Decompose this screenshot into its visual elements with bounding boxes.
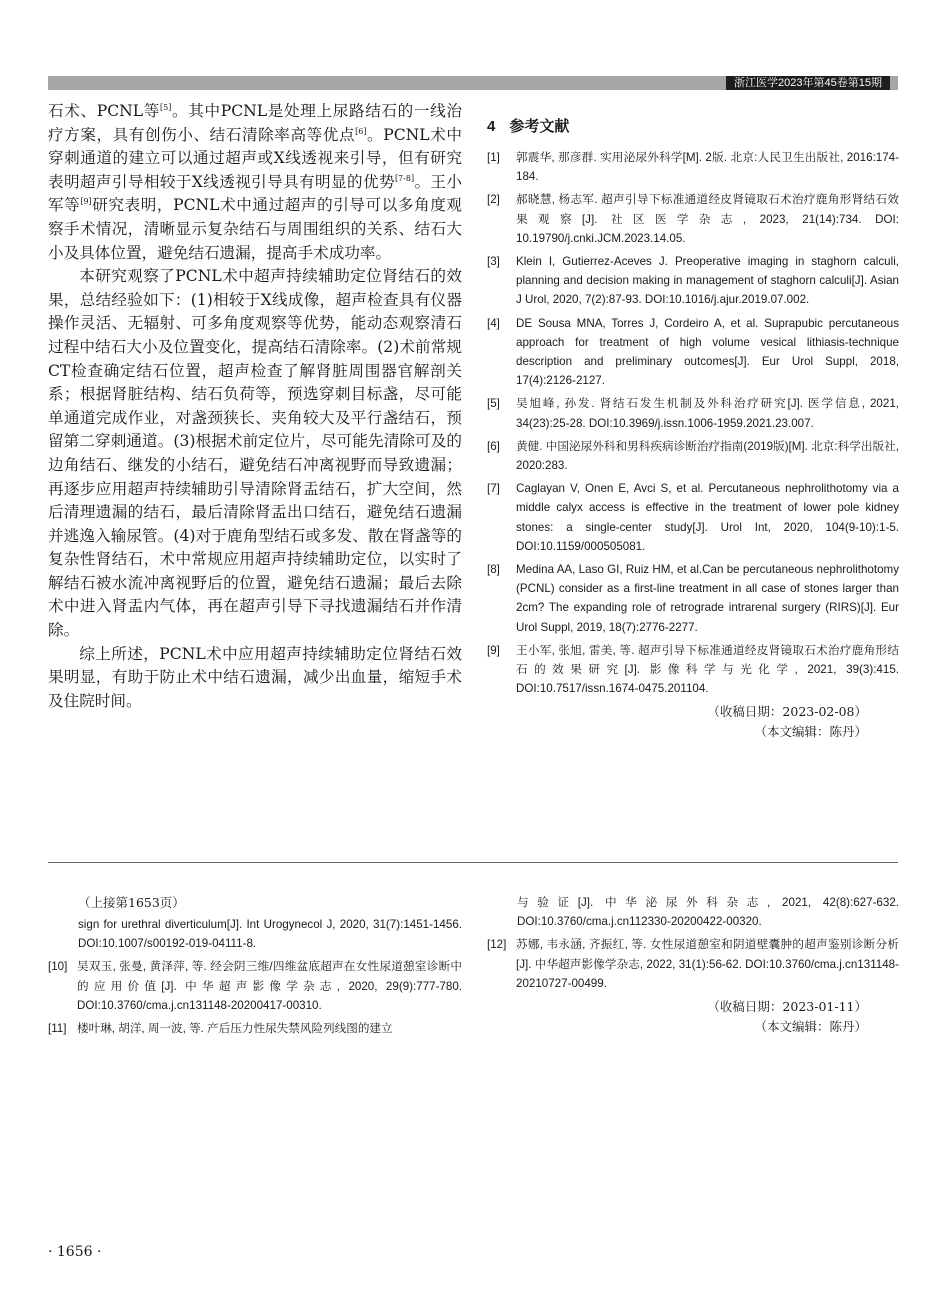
reference-number: [3] [487, 255, 500, 269]
continued-reference-list-left [48, 957, 462, 1038]
running-header-bar [48, 76, 898, 90]
references-heading [487, 115, 899, 136]
reference-item [487, 190, 899, 248]
references-section [487, 115, 899, 742]
continued-references-left [48, 893, 462, 1042]
reference-item [48, 1019, 462, 1038]
paragraph-1: 石术、PCNL等[5]。其中PCNL是处理上尿路结石的一线治疗方案，具有创伤小、结石清除率高等优点[6]。PCNL术中穿刺通道的建立可以通过超声或X线透视来引导，但有研究表明超声引导相较于X线透视引导具有明显的优势[7-8]。王小军等[9]研究表明，PCNL术中通过超声的引导可以多角度观察手术情况，清晰显示复杂结石与周围组织的关系、结石大小及具体位置，避免结石遗漏，提高手术成功率。 [48, 102, 462, 262]
reference-text: Caglayan V, Onen E, Avci S, et al. Percutaneous nephrolithotomy via a middle calyx access is effective in the treatment of lower pole kidney stones: a single-center study[J]. Urol Int, 2020, 104(9-10):1-5. DOI:10.1159/000505081. [516, 482, 899, 553]
reference-text: 郝晓慧, 杨志军. 超声引导下标准通道经皮肾镜取石术治疗鹿角形肾结石效果观察[J]. 社区医学杂志, 2023, 21(14):734. DOI: 10.19790/j.cnki.JCM.2023.14.05. [516, 193, 899, 245]
reference-text: 吴旭峰, 孙发. 肾结石发生机制及外科治疗研究[J]. 医学信息, 2021, 34(23):25-28. DOI:10.3969/j.issn.1006-1959.2021.23.007. [516, 397, 899, 430]
reference-number: [7] [487, 482, 500, 496]
reference-number: [10] [48, 960, 68, 974]
reference-text: 苏娜, 韦永涵, 齐振红, 等. 女性尿道憩室和阴道壁囊肿的超声鉴别诊断分析[J]. 中华超声影像学杂志, 2022, 31(1):56-62. DOI:10.3760/cma.j.cn131148-20210727-00499. [516, 938, 899, 990]
reference-text: Medina AA, Laso GI, Ruiz HM, et al.Can be percutaneous nephrolithotomy (PCNL) consider as a first-line treatment in all case of stones larger than 2cm? The expanding role of retrograde intrarenal surgery (RIRS)[J]. Eur Urol Suppl, 2019, 18(7):2776-2277. [516, 563, 899, 634]
continued-reference-text-right: 与验证[J]. 中华泌尿外科杂志, 2021, 42(8):627-632. DOI:10.3760/cma.j.cn112330-20200422-00320. [517, 896, 899, 929]
reference-text: 楼叶琳, 胡洋, 周一波, 等. 产后压力性尿失禁风险列线图的建立 [77, 1022, 393, 1036]
reference-number: [5] [487, 397, 500, 411]
reference-item [487, 252, 899, 310]
citation-5: [5] [160, 102, 172, 112]
citation-9: [9] [80, 197, 92, 207]
citation-7-8: [7-8] [394, 173, 415, 183]
body-text-column [48, 100, 462, 713]
paragraph-3: 综上所述，PCNL术中应用超声持续辅助定位肾结石效果明显，有助于防止术中结石遗漏，减少出血量，缩短手术及住院时间。 [48, 644, 462, 710]
continued-reference-text: sign for urethral diverticulum[J]. Int Urogynecol J, 2020, 31(7):1451-1456. DOI:10.1007/s00192-019-04111-8. [78, 918, 462, 951]
section-title: 参考文献 [509, 118, 570, 135]
reference-item [487, 641, 899, 699]
reference-text: 吴双玉, 张曼, 黄泽萍, 等. 经会阴三维/四维盆底超声在女性尿道憩室诊断中的应用价值[J]. 中华超声影像学杂志, 2020, 29(9):777-780. DOI:10.3760/cma.j.cn131148-20200417-00310. [77, 960, 462, 1012]
editor-note-2: （本文编辑：陈丹） [754, 1019, 867, 1035]
editor-note: （本文编辑：陈丹） [754, 724, 867, 740]
reference-text: 郭震华, 那彦群. 实用泌尿外科学[M]. 2版. 北京:人民卫生出版社, 2016:174-184. [516, 151, 899, 184]
reference-text: DE Sousa MNA, Torres J, Cordeiro A, et al. Suprapubic percutaneous approach for treatment of high volume vesical lithiasis-technique description and preliminary outcomes[J]. Eur Urol Suppl, 2018, 17(4):2126-2127. [516, 316, 899, 388]
citation-6: [6] [355, 126, 367, 136]
reference-number: [9] [487, 643, 500, 657]
reference-item [48, 957, 462, 1015]
reference-number: [6] [487, 439, 500, 453]
continued-from-note: （上接第1653页） [78, 895, 185, 910]
reference-item [487, 935, 899, 993]
reference-number: [12] [487, 938, 507, 952]
reference-list [487, 148, 899, 698]
reference-number: [4] [487, 316, 500, 330]
section-divider [48, 862, 898, 863]
reference-item [487, 560, 899, 637]
reference-item [487, 479, 899, 556]
reference-number: [1] [487, 151, 500, 164]
reference-number: [2] [487, 193, 500, 207]
reference-text: 王小军, 张旭, 雷美, 等. 超声引导下标准通道经皮肾镜取石术治疗鹿角形结石的效果研究[J]. 影像科学与光化学, 2021, 39(3):415. DOI:10.7517/issn.1674-0475.201104. [516, 643, 899, 696]
reference-number: [11] [48, 1022, 67, 1036]
paragraph-2: 本研究观察了PCNL术中超声持续辅助定位肾结石的效果，总结经验如下：(1)相较于X线成像，超声检查具有仪器操作灵活、无辐射、可多角度观察等优势，能动态观察清石过程中结石大小及位置变化，提高结石清除率。(2)术前常规CT检查确定结石位置，超声检查了解肾脏周围器官解剖关系；根据肾脏结构、结石负荷等，预选穿刺目标盏，尽可能单通道完成作业，对盏颈狭长、夹角较大及平行盏结石，预留第二穿刺通道。(3)根据术前定位片，尽可能先清除可及的边角结石、继发的小结石，避免结石冲离视野而导致遗漏；再逐步应用超声持续辅助引导清除肾盂结石，扩大空间，然后清理遗漏的结石，最后清除肾盂出口结石，避免结石遗漏并逃逸入输尿管。(4)对于鹿角型结石或多发、散在肾盏等的复杂性肾结石，术中常规应用超声持续辅助定位，以实时了解结石被水流冲离视野后的位置，避免结石遗漏；最后去除术中进入肾盂内气体，再在超声引导下寻找遗漏结石并作清除。 [48, 267, 462, 640]
reference-item [487, 394, 899, 432]
reference-text: 黄健. 中国泌尿外科和男科疾病诊断治疗指南(2019版)[M]. 北京:科学出版社, 2020:283. [516, 439, 899, 473]
reference-text: Klein I, Gutierrez-Aceves J. Preoperative imaging in staghorn calculi, planning and decision making in management of staghorn calculi[J]. Asian J Urol, 2020, 7(2):87-93. DOI:10.1016/j.ajur.2019.07.002. [516, 255, 899, 307]
continued-reference-list-right [487, 935, 899, 993]
reference-number: [8] [487, 563, 500, 577]
received-date-2: （收稿日期：2023-01-11） [707, 999, 867, 1015]
continued-references-right [487, 893, 899, 1037]
reference-item [487, 437, 899, 475]
section-number: 4 [487, 118, 496, 135]
page-number: · 1656 · [48, 1244, 102, 1260]
journal-issue-label: 浙江医学2023年第45卷第15期 [726, 76, 890, 90]
received-date: （收稿日期：2023-02-08） [707, 704, 867, 720]
reference-item [487, 148, 899, 186]
reference-item [487, 314, 899, 391]
